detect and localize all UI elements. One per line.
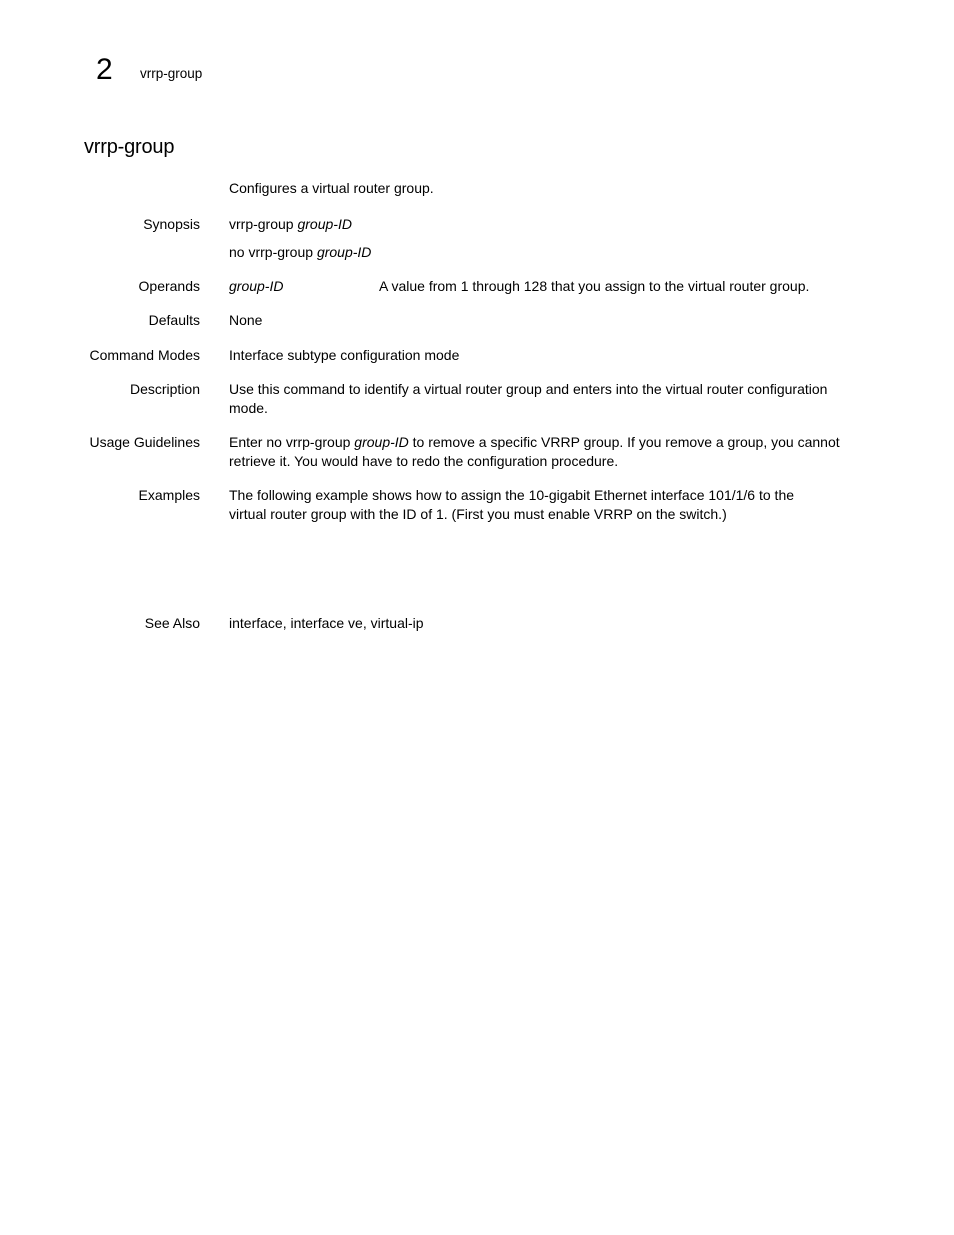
examples-line-2: virtual router group with the ID of 1. (First you must enable VRRP on the switch.) — [229, 506, 727, 522]
operand-description: A value from 1 through 128 that you assign to the virtual router group. — [379, 278, 810, 294]
examples-line-1: The following example shows how to assign the 10-gigabit Ethernet interface 101/1/6 to the — [229, 487, 795, 503]
synopsis-line-2 — [229, 243, 879, 262]
defaults-label: Defaults — [148, 312, 200, 328]
operands-label: Operands — [138, 278, 200, 294]
synopsis-label: Synopsis — [143, 216, 200, 232]
usage-guidelines-line-2: retrieve it. You would have to redo the configuration procedure. — [229, 453, 619, 469]
usage-pre-text: Enter — [229, 434, 263, 450]
usage-guidelines-label: Usage Guidelines — [89, 434, 200, 450]
defaults-text: None — [229, 312, 263, 328]
synopsis-command: vrrp-group — [229, 216, 294, 232]
summary: Configures a virtual router group. — [229, 180, 434, 196]
page-title: vrrp-group — [84, 136, 175, 158]
chapter-number: 2 — [96, 53, 113, 86]
usage-argument: group-ID — [354, 434, 409, 450]
see-also-links[interactable]: interface, interface ve, virtual-ip — [229, 615, 424, 631]
description-line-1: Use this command to identify a virtual router group and enters into the virtual router configuration — [229, 381, 828, 397]
synopsis-no-argument: group-ID — [316, 244, 372, 260]
synopsis-line-1 — [229, 215, 879, 234]
examples-label: Examples — [138, 487, 200, 503]
command-modes-text: Interface subtype configuration mode — [229, 347, 460, 363]
synopsis-argument: group-ID — [297, 216, 352, 232]
running-header: vrrp-group — [140, 66, 203, 81]
usage-post-text: to remove a specific VRRP group. If you remove a group, you cannot — [412, 434, 840, 450]
usage-guidelines-line-1 — [229, 433, 879, 452]
synopsis-no-command: no vrrp-group — [229, 244, 314, 260]
description-line-2: mode. — [229, 400, 268, 416]
see-also-label: See Also — [144, 615, 200, 631]
command-modes-label: Command Modes — [89, 347, 200, 363]
operand-name: group-ID — [229, 278, 284, 294]
usage-command: no vrrp-group — [266, 434, 351, 450]
description-label: Description — [129, 381, 200, 397]
